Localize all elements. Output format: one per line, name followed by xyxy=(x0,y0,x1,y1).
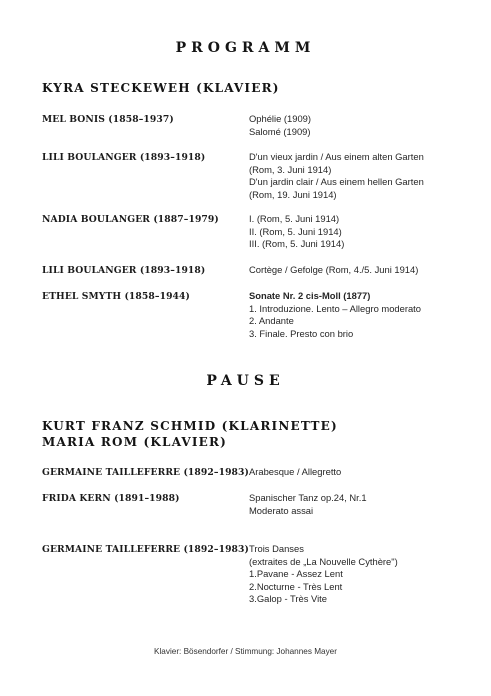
work-line: Moderato assai xyxy=(249,504,314,516)
work-line: Arabesque / Allegretto xyxy=(249,466,342,477)
work-title: Sonate Nr. 2 cis-Moll (1877) xyxy=(249,290,371,301)
work-line: D'un vieux jardin / Aus einem alten Garten xyxy=(249,151,424,162)
work-line: Spanischer Tanz op.24, Nr.1 xyxy=(249,492,367,503)
works-list xyxy=(249,151,459,201)
composer-name: MEL BONIS (1858–1937) xyxy=(42,114,174,125)
footer-note: Klavier: Bösendorfer / Stimmung: Johannes Mayer xyxy=(154,647,337,656)
composer-name: ETHEL SMYTH (1858–1944) xyxy=(42,291,190,302)
work-line: III. (Rom, 5. Juni 1914) xyxy=(249,238,345,250)
work-line: Salomé (1909) xyxy=(249,125,311,137)
composer-name: NADIA BOULANGER (1887–1979) xyxy=(42,214,219,225)
works-list xyxy=(249,213,459,251)
work-line: 1.Pavane - Assez Lent xyxy=(249,568,343,580)
work-line: 2. Andante xyxy=(249,315,294,327)
composer-name: FRIDA KERN (1891–1988) xyxy=(42,493,180,504)
work-line: II. (Rom, 5. Juni 1914) xyxy=(249,225,342,237)
work-line: (Rom, 3. Juni 1914) xyxy=(249,163,332,175)
composer-name: GERMAINE TAILLEFERRE (1892–1983) xyxy=(42,467,249,478)
pause-heading: PAUSE xyxy=(206,373,285,389)
performer-heading: KURT FRANZ SCHMID (KLARINETTE) xyxy=(42,419,338,433)
work-line: (Rom, 19. Juni 1914) xyxy=(249,188,337,200)
work-line: 3.Galop - Très Vite xyxy=(249,593,327,605)
performer-heading: KYRA STECKEWEH (KLAVIER) xyxy=(42,81,280,95)
composer-name: GERMAINE TAILLEFERRE (1892–1983) xyxy=(42,544,249,555)
work-line: I. (Rom, 5. Juni 1914) xyxy=(249,213,340,224)
composer-name: LILI BOULANGER (1893–1918) xyxy=(42,152,206,163)
work-line: Ophélie (1909) xyxy=(249,113,312,124)
works-list xyxy=(249,466,459,479)
work-line: 3. Finale. Presto con brio xyxy=(249,327,354,339)
works-list xyxy=(249,543,459,606)
works-list xyxy=(249,290,459,340)
works-list xyxy=(249,264,459,277)
performer-heading: MARIA ROM (KLAVIER) xyxy=(42,435,228,449)
work-line: D'un jardin clair / Aus einem hellen Garten xyxy=(249,176,424,188)
work-line: 2.Nocturne - Très Lent xyxy=(249,580,343,592)
work-line: Cortège / Gefolge (Rom, 4./5. Juni 1914) xyxy=(249,264,419,275)
work-line: 1. Introduzione. Lento – Allegro moderato xyxy=(249,302,421,314)
composer-name: LILI BOULANGER (1893–1918) xyxy=(42,265,206,276)
work-line: Trois Danses xyxy=(249,543,304,554)
work-line: (extraites de „La Nouvelle Cythère") xyxy=(249,555,398,567)
works-list xyxy=(249,113,459,138)
program-title: PROGRAMM xyxy=(175,40,316,56)
works-list xyxy=(249,492,459,517)
